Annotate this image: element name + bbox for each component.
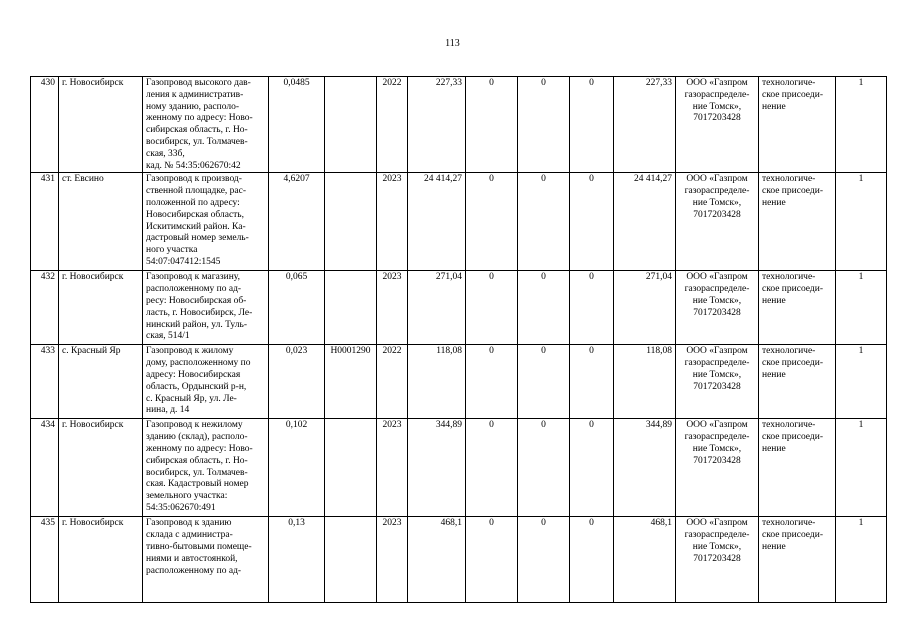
cell-row-number: 430 [31,77,59,173]
cell-object-description: Газопровод к магазину, расположенному по ад- ресу: Новосибирская об- ласть, г. Новосибирск, Ле- нинский район, ул. Туль- ская, 514/1 [143,271,269,345]
cell-count: 1 [836,517,887,603]
cell-total-cost: 468,1 [408,517,466,603]
table-row [31,345,887,419]
table-row [31,419,887,517]
cell-value-2: 0 [518,345,570,419]
cell-organization: ООО «Газпром газораспределе- ние Томск», 7017203428 [676,345,759,419]
cell-object-code [325,271,377,345]
cell-row-number: 434 [31,419,59,517]
cell-value-1: 0 [466,345,518,419]
cell-object-description: Газопровод к нежилому зданию (склад), располо- женному по адресу: Ново- сибирская область, г. Но- восибирск, ул. Толмачев- ская. Кадастровый номер земельного участка: 54:35:062670:491 [143,419,269,517]
cell-settlement: г. Новосибирск [59,517,143,603]
cell-purpose: технологиче- ское присоеди- нение [759,173,836,271]
cell-object-code: Н0001290 [325,345,377,419]
cell-value-2: 0 [518,271,570,345]
cell-pipeline-length: 0,065 [269,271,325,345]
cell-settlement: г. Новосибирск [59,271,143,345]
cell-count: 1 [836,77,887,173]
cell-amount: 24 414,27 [614,173,676,271]
cell-year: 2023 [377,419,408,517]
cell-value-2: 0 [518,173,570,271]
cell-value-3: 0 [570,517,614,603]
cell-year: 2022 [377,345,408,419]
cell-value-3: 0 [570,419,614,517]
cell-row-number: 432 [31,271,59,345]
cell-value-2: 0 [518,517,570,603]
cell-value-2: 0 [518,419,570,517]
cell-object-code [325,419,377,517]
cell-total-cost: 271,04 [408,271,466,345]
cell-total-cost: 118,08 [408,345,466,419]
cell-organization: ООО «Газпром газораспределе- ние Томск», 7017203428 [676,517,759,603]
cell-settlement: г. Новосибирск [59,77,143,173]
cell-total-cost: 24 414,27 [408,173,466,271]
cell-settlement: с. Красный Яр [59,345,143,419]
cell-purpose: технологиче- ское присоеди- нение [759,517,836,603]
cell-value-1: 0 [466,517,518,603]
cell-object-description: Газопровод к зданию склада с администра- тивно-бытовыми помеще- ниями и автостоянкой, расположенному по ад- [143,517,269,603]
cell-value-1: 0 [466,77,518,173]
table-row [31,271,887,345]
cell-purpose: технологиче- ское присоеди- нение [759,77,836,173]
cell-object-description: Газопровод высокого дав- ления к административ- ному зданию, располо- женному по адресу: Ново- сибирская область, г. Но- восибирск, ул. Толмачев- ская, 33б, кад. № 54:35:062670:42 [143,77,269,173]
cell-value-3: 0 [570,77,614,173]
cell-object-code [325,173,377,271]
cell-object-code [325,517,377,603]
table-row [31,173,887,271]
cell-count: 1 [836,345,887,419]
cell-settlement: ст. Евсино [59,173,143,271]
cell-year: 2023 [377,173,408,271]
cell-purpose: технологиче- ское присоеди- нение [759,271,836,345]
cell-row-number: 435 [31,517,59,603]
cell-value-3: 0 [570,271,614,345]
cell-value-2: 0 [518,77,570,173]
cell-year: 2023 [377,517,408,603]
cell-value-3: 0 [570,345,614,419]
table-row [31,77,887,173]
register-table [30,76,887,603]
cell-amount: 468,1 [614,517,676,603]
cell-pipeline-length: 0,023 [269,345,325,419]
table-row [31,517,887,603]
cell-object-description: Газопровод к жилому дому, расположенному по адресу: Новосибирская область, Ордынский р-н, с. Красный Яр, ул. Ле- нина, д. 14 [143,345,269,419]
cell-pipeline-length: 0,13 [269,517,325,603]
cell-amount: 271,04 [614,271,676,345]
cell-organization: ООО «Газпром газораспределе- ние Томск», 7017203428 [676,77,759,173]
cell-pipeline-length: 0,0485 [269,77,325,173]
cell-object-code [325,77,377,173]
cell-value-1: 0 [466,173,518,271]
cell-count: 1 [836,419,887,517]
cell-amount: 118,08 [614,345,676,419]
cell-amount: 227,33 [614,77,676,173]
cell-year: 2023 [377,271,408,345]
cell-organization: ООО «Газпром газораспределе- ние Томск», 7017203428 [676,173,759,271]
cell-value-1: 0 [466,271,518,345]
cell-organization: ООО «Газпром газораспределе- ние Томск», 7017203428 [676,271,759,345]
cell-count: 1 [836,271,887,345]
cell-purpose: технологиче- ское присоеди- нение [759,345,836,419]
cell-object-description: Газопровод к производ- ственной площадке, рас- положенной по адресу: Новосибирская область, Искитимский район. Ка- дастровый номер земель- ного участка 54:07:047412:1545 [143,173,269,271]
cell-pipeline-length: 0,102 [269,419,325,517]
register-table-body [31,77,887,603]
cell-row-number: 431 [31,173,59,271]
cell-value-1: 0 [466,419,518,517]
cell-row-number: 433 [31,345,59,419]
cell-count: 1 [836,173,887,271]
cell-value-3: 0 [570,173,614,271]
cell-total-cost: 227,33 [408,77,466,173]
page-number: 113 [445,38,460,49]
cell-organization: ООО «Газпром газораспределе- ние Томск», 7017203428 [676,419,759,517]
cell-total-cost: 344,89 [408,419,466,517]
cell-pipeline-length: 4,6207 [269,173,325,271]
cell-settlement: г. Новосибирск [59,419,143,517]
cell-year: 2022 [377,77,408,173]
cell-amount: 344,89 [614,419,676,517]
cell-purpose: технологиче- ское присоеди- нение [759,419,836,517]
